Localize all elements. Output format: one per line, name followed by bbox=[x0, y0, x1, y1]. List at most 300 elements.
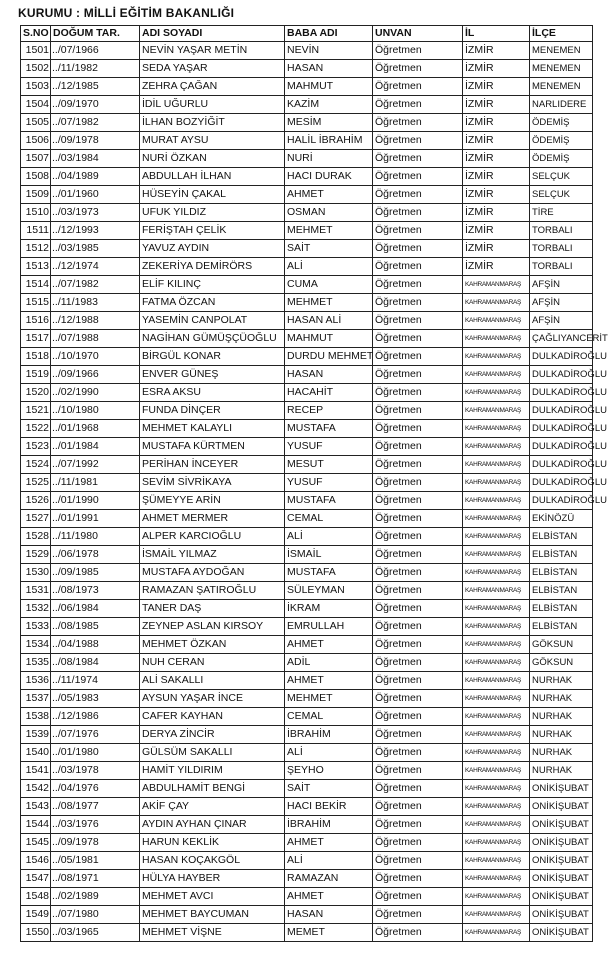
father-name-cell: RECEP bbox=[285, 402, 373, 420]
sno-cell: 1549 bbox=[21, 906, 51, 924]
district-cell: ÖDEMİŞ bbox=[530, 150, 593, 168]
sno-cell: 1509 bbox=[21, 186, 51, 204]
province-cell: KAHRAMANMARAŞ bbox=[463, 780, 530, 798]
title-cell: Öğretmen bbox=[373, 636, 463, 654]
father-name-cell: ALİ bbox=[285, 744, 373, 762]
full-name-cell: ZEYNEP ASLAN KIRSOY bbox=[140, 618, 285, 636]
table-row bbox=[21, 150, 593, 168]
full-name-cell: YAVUZ AYDIN bbox=[140, 240, 285, 258]
table-row bbox=[21, 888, 593, 906]
province-cell: KAHRAMANMARAŞ bbox=[463, 492, 530, 510]
full-name-cell: SEVİM SİVRİKAYA bbox=[140, 474, 285, 492]
sno-cell: 1533 bbox=[21, 618, 51, 636]
district-cell: NURHAK bbox=[530, 690, 593, 708]
table-row bbox=[21, 294, 593, 312]
title-cell: Öğretmen bbox=[373, 186, 463, 204]
sno-cell: 1550 bbox=[21, 924, 51, 942]
province-cell: KAHRAMANMARAŞ bbox=[463, 528, 530, 546]
sno-cell: 1508 bbox=[21, 168, 51, 186]
province-cell: İZMİR bbox=[463, 78, 530, 96]
birth-date-cell: ../07/1988 bbox=[51, 330, 140, 348]
full-name-cell: HAMİT YILDIRIM bbox=[140, 762, 285, 780]
father-name-cell: MAHMUT bbox=[285, 330, 373, 348]
title-cell: Öğretmen bbox=[373, 150, 463, 168]
province-cell: İZMİR bbox=[463, 258, 530, 276]
province-cell: İZMİR bbox=[463, 168, 530, 186]
birth-date-cell: ../01/1968 bbox=[51, 420, 140, 438]
table-row bbox=[21, 78, 593, 96]
title-cell: Öğretmen bbox=[373, 888, 463, 906]
title-cell: Öğretmen bbox=[373, 168, 463, 186]
sno-cell: 1518 bbox=[21, 348, 51, 366]
title-cell: Öğretmen bbox=[373, 546, 463, 564]
province-cell: KAHRAMANMARAŞ bbox=[463, 816, 530, 834]
father-name-cell: MEHMET bbox=[285, 222, 373, 240]
birth-date-cell: ../01/1980 bbox=[51, 744, 140, 762]
province-cell: İZMİR bbox=[463, 132, 530, 150]
sno-cell: 1502 bbox=[21, 60, 51, 78]
table-row bbox=[21, 132, 593, 150]
table-row bbox=[21, 546, 593, 564]
father-name-cell: ALİ bbox=[285, 258, 373, 276]
sno-cell: 1524 bbox=[21, 456, 51, 474]
table-row bbox=[21, 870, 593, 888]
full-name-cell: AYDIN AYHAN ÇINAR bbox=[140, 816, 285, 834]
table-row bbox=[21, 564, 593, 582]
district-cell: DULKADİROĞLU bbox=[530, 348, 593, 366]
province-cell: KAHRAMANMARAŞ bbox=[463, 546, 530, 564]
title-cell: Öğretmen bbox=[373, 780, 463, 798]
table-row bbox=[21, 222, 593, 240]
title-cell: Öğretmen bbox=[373, 654, 463, 672]
title-cell: Öğretmen bbox=[373, 330, 463, 348]
sno-cell: 1539 bbox=[21, 726, 51, 744]
sno-cell: 1519 bbox=[21, 366, 51, 384]
district-cell: DULKADİROĞLU bbox=[530, 366, 593, 384]
province-cell: KAHRAMANMARAŞ bbox=[463, 330, 530, 348]
birth-date-cell: ../03/1976 bbox=[51, 816, 140, 834]
birth-date-cell: ../09/1970 bbox=[51, 96, 140, 114]
title-cell: Öğretmen bbox=[373, 240, 463, 258]
full-name-cell: AYSUN YAŞAR İNCE bbox=[140, 690, 285, 708]
province-cell: KAHRAMANMARAŞ bbox=[463, 348, 530, 366]
district-cell: AFŞİN bbox=[530, 294, 593, 312]
father-name-cell: AHMET bbox=[285, 636, 373, 654]
table-row bbox=[21, 834, 593, 852]
sno-cell: 1534 bbox=[21, 636, 51, 654]
father-name-cell: HALİL İBRAHİM bbox=[285, 132, 373, 150]
birth-date-cell: ../04/1988 bbox=[51, 636, 140, 654]
full-name-cell: AHMET MERMER bbox=[140, 510, 285, 528]
birth-date-cell: ../09/1966 bbox=[51, 366, 140, 384]
title-cell: Öğretmen bbox=[373, 762, 463, 780]
birth-date-cell: ../11/1974 bbox=[51, 672, 140, 690]
full-name-cell: MEHMET KALAYLI bbox=[140, 420, 285, 438]
sno-cell: 1506 bbox=[21, 132, 51, 150]
birth-date-cell: ../02/1990 bbox=[51, 384, 140, 402]
table-row bbox=[21, 456, 593, 474]
title-cell: Öğretmen bbox=[373, 222, 463, 240]
full-name-cell: ELİF KILINÇ bbox=[140, 276, 285, 294]
birth-date-cell: ../08/1971 bbox=[51, 870, 140, 888]
district-cell: NURHAK bbox=[530, 708, 593, 726]
title-cell: Öğretmen bbox=[373, 816, 463, 834]
district-cell: DULKADİROĞLU bbox=[530, 402, 593, 420]
province-cell: İZMİR bbox=[463, 222, 530, 240]
table-row bbox=[21, 168, 593, 186]
title-cell: Öğretmen bbox=[373, 924, 463, 942]
province-cell: KAHRAMANMARAŞ bbox=[463, 294, 530, 312]
full-name-cell: PERİHAN İNCEYER bbox=[140, 456, 285, 474]
province-cell: KAHRAMANMARAŞ bbox=[463, 888, 530, 906]
birth-date-cell: ../07/1976 bbox=[51, 726, 140, 744]
title-cell: Öğretmen bbox=[373, 42, 463, 60]
father-name-cell: HASAN ALİ bbox=[285, 312, 373, 330]
birth-date-cell: ../08/1973 bbox=[51, 582, 140, 600]
father-name-cell: CUMA bbox=[285, 276, 373, 294]
birth-date-cell: ../03/1984 bbox=[51, 150, 140, 168]
column-header-father-name: BABA ADI bbox=[285, 26, 373, 42]
table-row bbox=[21, 60, 593, 78]
father-name-cell: RAMAZAN bbox=[285, 870, 373, 888]
birth-date-cell: ../12/1974 bbox=[51, 258, 140, 276]
province-cell: KAHRAMANMARAŞ bbox=[463, 510, 530, 528]
full-name-cell: ENVER GÜNEŞ bbox=[140, 366, 285, 384]
birth-date-cell: ../01/1960 bbox=[51, 186, 140, 204]
district-cell: ELBİSTAN bbox=[530, 546, 593, 564]
birth-date-cell: ../10/1980 bbox=[51, 402, 140, 420]
father-name-cell: ADİL bbox=[285, 654, 373, 672]
birth-date-cell: ../07/1982 bbox=[51, 276, 140, 294]
full-name-cell: HÜLYA HAYBER bbox=[140, 870, 285, 888]
sno-cell: 1547 bbox=[21, 870, 51, 888]
district-cell: ÇAĞLIYANCERİT bbox=[530, 330, 593, 348]
title-cell: Öğretmen bbox=[373, 114, 463, 132]
sno-cell: 1517 bbox=[21, 330, 51, 348]
sno-cell: 1548 bbox=[21, 888, 51, 906]
table-row bbox=[21, 474, 593, 492]
full-name-cell: TANER DAŞ bbox=[140, 600, 285, 618]
full-name-cell: MURAT AYSU bbox=[140, 132, 285, 150]
title-cell: Öğretmen bbox=[373, 834, 463, 852]
province-cell: KAHRAMANMARAŞ bbox=[463, 618, 530, 636]
full-name-cell: HARUN KEKLİK bbox=[140, 834, 285, 852]
birth-date-cell: ../11/1982 bbox=[51, 60, 140, 78]
column-header-full-name: ADI SOYADI bbox=[140, 26, 285, 42]
sno-cell: 1523 bbox=[21, 438, 51, 456]
full-name-cell: MUSTAFA AYDOĞAN bbox=[140, 564, 285, 582]
province-cell: KAHRAMANMARAŞ bbox=[463, 852, 530, 870]
province-cell: KAHRAMANMARAŞ bbox=[463, 690, 530, 708]
title-cell: Öğretmen bbox=[373, 528, 463, 546]
column-header-title: UNVAN bbox=[373, 26, 463, 42]
sno-cell: 1510 bbox=[21, 204, 51, 222]
birth-date-cell: ../12/1993 bbox=[51, 222, 140, 240]
father-name-cell: YUSUF bbox=[285, 474, 373, 492]
table-row bbox=[21, 492, 593, 510]
father-name-cell: MUSTAFA bbox=[285, 492, 373, 510]
table-row bbox=[21, 96, 593, 114]
province-cell: İZMİR bbox=[463, 204, 530, 222]
birth-date-cell: ../12/1985 bbox=[51, 78, 140, 96]
district-cell: TORBALI bbox=[530, 240, 593, 258]
province-cell: KAHRAMANMARAŞ bbox=[463, 384, 530, 402]
province-cell: KAHRAMANMARAŞ bbox=[463, 708, 530, 726]
table-row bbox=[21, 636, 593, 654]
title-cell: Öğretmen bbox=[373, 276, 463, 294]
district-cell: DULKADİROĞLU bbox=[530, 492, 593, 510]
personnel-table bbox=[20, 25, 608, 942]
province-cell: İZMİR bbox=[463, 42, 530, 60]
father-name-cell: MESUT bbox=[285, 456, 373, 474]
table-row bbox=[21, 42, 593, 60]
table-row bbox=[21, 726, 593, 744]
sno-cell: 1527 bbox=[21, 510, 51, 528]
full-name-cell: ABDULHAMİT BENGİ bbox=[140, 780, 285, 798]
district-cell: ÖDEMİŞ bbox=[530, 114, 593, 132]
birth-date-cell: ../04/1989 bbox=[51, 168, 140, 186]
title-cell: Öğretmen bbox=[373, 600, 463, 618]
father-name-cell: MUSTAFA bbox=[285, 564, 373, 582]
district-cell: GÖKSUN bbox=[530, 636, 593, 654]
father-name-cell: MEHMET bbox=[285, 690, 373, 708]
title-cell: Öğretmen bbox=[373, 906, 463, 924]
district-cell: ELBİSTAN bbox=[530, 528, 593, 546]
father-name-cell: İBRAHİM bbox=[285, 726, 373, 744]
province-cell: KAHRAMANMARAŞ bbox=[463, 600, 530, 618]
table-row bbox=[21, 654, 593, 672]
district-cell: ONİKİŞUBAT bbox=[530, 924, 593, 942]
father-name-cell: EMRULLAH bbox=[285, 618, 373, 636]
father-name-cell: İBRAHİM bbox=[285, 816, 373, 834]
full-name-cell: FUNDA DİNÇER bbox=[140, 402, 285, 420]
title-cell: Öğretmen bbox=[373, 582, 463, 600]
title-cell: Öğretmen bbox=[373, 294, 463, 312]
title-cell: Öğretmen bbox=[373, 420, 463, 438]
province-cell: KAHRAMANMARAŞ bbox=[463, 366, 530, 384]
title-cell: Öğretmen bbox=[373, 870, 463, 888]
full-name-cell: ŞÜMEYYE ARİN bbox=[140, 492, 285, 510]
table-row bbox=[21, 600, 593, 618]
full-name-cell: İLHAN BOZYİĞİT bbox=[140, 114, 285, 132]
district-cell: DULKADİROĞLU bbox=[530, 420, 593, 438]
province-cell: KAHRAMANMARAŞ bbox=[463, 474, 530, 492]
district-cell: MENEMEN bbox=[530, 42, 593, 60]
full-name-cell: İSMAİL YILMAZ bbox=[140, 546, 285, 564]
table-row bbox=[21, 672, 593, 690]
father-name-cell: SÜLEYMAN bbox=[285, 582, 373, 600]
table-row bbox=[21, 114, 593, 132]
birth-date-cell: ../07/1982 bbox=[51, 114, 140, 132]
district-cell: NURHAK bbox=[530, 726, 593, 744]
birth-date-cell: ../07/1992 bbox=[51, 456, 140, 474]
full-name-cell: UFUK YILDIZ bbox=[140, 204, 285, 222]
table-row bbox=[21, 402, 593, 420]
father-name-cell: HACI BEKİR bbox=[285, 798, 373, 816]
province-cell: KAHRAMANMARAŞ bbox=[463, 744, 530, 762]
birth-date-cell: ../08/1977 bbox=[51, 798, 140, 816]
province-cell: KAHRAMANMARAŞ bbox=[463, 636, 530, 654]
table-row bbox=[21, 384, 593, 402]
father-name-cell: OSMAN bbox=[285, 204, 373, 222]
birth-date-cell: ../11/1980 bbox=[51, 528, 140, 546]
father-name-cell: AHMET bbox=[285, 672, 373, 690]
province-cell: KAHRAMANMARAŞ bbox=[463, 564, 530, 582]
district-cell: ELBİSTAN bbox=[530, 564, 593, 582]
title-cell: Öğretmen bbox=[373, 492, 463, 510]
province-cell: KAHRAMANMARAŞ bbox=[463, 906, 530, 924]
table-row bbox=[21, 798, 593, 816]
birth-date-cell: ../09/1978 bbox=[51, 132, 140, 150]
district-cell: ONİKİŞUBAT bbox=[530, 852, 593, 870]
title-cell: Öğretmen bbox=[373, 708, 463, 726]
sno-cell: 1515 bbox=[21, 294, 51, 312]
birth-date-cell: ../11/1983 bbox=[51, 294, 140, 312]
father-name-cell: ALİ bbox=[285, 528, 373, 546]
district-cell: ONİKİŞUBAT bbox=[530, 834, 593, 852]
title-cell: Öğretmen bbox=[373, 78, 463, 96]
province-cell: İZMİR bbox=[463, 150, 530, 168]
sno-cell: 1541 bbox=[21, 762, 51, 780]
full-name-cell: MEHMET AVCI bbox=[140, 888, 285, 906]
father-name-cell: ŞEYHO bbox=[285, 762, 373, 780]
table-body bbox=[21, 42, 608, 942]
sno-cell: 1511 bbox=[21, 222, 51, 240]
district-cell: NURHAK bbox=[530, 744, 593, 762]
province-cell: İZMİR bbox=[463, 114, 530, 132]
father-name-cell: HASAN bbox=[285, 366, 373, 384]
table-row bbox=[21, 258, 593, 276]
table-row bbox=[21, 276, 593, 294]
table-row bbox=[21, 852, 593, 870]
sno-cell: 1516 bbox=[21, 312, 51, 330]
province-cell: İZMİR bbox=[463, 96, 530, 114]
father-name-cell: HASAN bbox=[285, 906, 373, 924]
district-cell: ONİKİŞUBAT bbox=[530, 816, 593, 834]
district-cell: ONİKİŞUBAT bbox=[530, 888, 593, 906]
father-name-cell: İKRAM bbox=[285, 600, 373, 618]
column-header-district: İLÇE bbox=[530, 26, 593, 42]
sno-cell: 1535 bbox=[21, 654, 51, 672]
father-name-cell: HACI DURAK bbox=[285, 168, 373, 186]
district-cell: ONİKİŞUBAT bbox=[530, 798, 593, 816]
district-cell: ONİKİŞUBAT bbox=[530, 780, 593, 798]
table-row bbox=[21, 618, 593, 636]
table-row bbox=[21, 510, 593, 528]
birth-date-cell: ../05/1981 bbox=[51, 852, 140, 870]
province-cell: KAHRAMANMARAŞ bbox=[463, 582, 530, 600]
full-name-cell: ESRA AKSU bbox=[140, 384, 285, 402]
full-name-cell: ABDULLAH İLHAN bbox=[140, 168, 285, 186]
title-cell: Öğretmen bbox=[373, 744, 463, 762]
district-cell: SELÇUK bbox=[530, 186, 593, 204]
title-cell: Öğretmen bbox=[373, 852, 463, 870]
district-cell: ONİKİŞUBAT bbox=[530, 906, 593, 924]
birth-date-cell: ../07/1980 bbox=[51, 906, 140, 924]
title-cell: Öğretmen bbox=[373, 510, 463, 528]
title-cell: Öğretmen bbox=[373, 798, 463, 816]
birth-date-cell: ../01/1991 bbox=[51, 510, 140, 528]
title-cell: Öğretmen bbox=[373, 438, 463, 456]
district-cell: ELBİSTAN bbox=[530, 600, 593, 618]
district-cell: DULKADİROĞLU bbox=[530, 456, 593, 474]
sno-cell: 1546 bbox=[21, 852, 51, 870]
father-name-cell: CEMAL bbox=[285, 510, 373, 528]
full-name-cell: RAMAZAN ŞATIROĞLU bbox=[140, 582, 285, 600]
sno-cell: 1522 bbox=[21, 420, 51, 438]
title-cell: Öğretmen bbox=[373, 96, 463, 114]
district-cell: TORBALI bbox=[530, 222, 593, 240]
title-cell: Öğretmen bbox=[373, 384, 463, 402]
title-cell: Öğretmen bbox=[373, 258, 463, 276]
column-header-birth-date: DOĞUM TAR. bbox=[51, 26, 140, 42]
table-row bbox=[21, 528, 593, 546]
district-cell: NURHAK bbox=[530, 672, 593, 690]
province-cell: KAHRAMANMARAŞ bbox=[463, 798, 530, 816]
district-cell: ONİKİŞUBAT bbox=[530, 870, 593, 888]
birth-date-cell: ../08/1985 bbox=[51, 618, 140, 636]
father-name-cell: MEHMET bbox=[285, 294, 373, 312]
district-cell: NURHAK bbox=[530, 762, 593, 780]
page-title: KURUMU : MİLLİ EĞİTİM BAKANLIĞI bbox=[18, 6, 235, 20]
district-cell: GÖKSUN bbox=[530, 654, 593, 672]
district-cell: NARLIDERE bbox=[530, 96, 593, 114]
sno-cell: 1514 bbox=[21, 276, 51, 294]
sno-cell: 1525 bbox=[21, 474, 51, 492]
title-cell: Öğretmen bbox=[373, 204, 463, 222]
full-name-cell: MEHMET ÖZKAN bbox=[140, 636, 285, 654]
full-name-cell: NURİ ÖZKAN bbox=[140, 150, 285, 168]
birth-date-cell: ../03/1965 bbox=[51, 924, 140, 942]
table-row bbox=[21, 582, 593, 600]
province-cell: KAHRAMANMARAŞ bbox=[463, 726, 530, 744]
table-row bbox=[21, 744, 593, 762]
district-cell: MENEMEN bbox=[530, 78, 593, 96]
full-name-cell: MEHMET VİŞNE bbox=[140, 924, 285, 942]
sno-cell: 1505 bbox=[21, 114, 51, 132]
title-cell: Öğretmen bbox=[373, 312, 463, 330]
sno-cell: 1520 bbox=[21, 384, 51, 402]
table-row bbox=[21, 816, 593, 834]
birth-date-cell: ../06/1978 bbox=[51, 546, 140, 564]
province-cell: KAHRAMANMARAŞ bbox=[463, 402, 530, 420]
sno-cell: 1503 bbox=[21, 78, 51, 96]
province-cell: İZMİR bbox=[463, 186, 530, 204]
father-name-cell: AHMET bbox=[285, 834, 373, 852]
province-cell: KAHRAMANMARAŞ bbox=[463, 924, 530, 942]
title-cell: Öğretmen bbox=[373, 564, 463, 582]
district-cell: AFŞİN bbox=[530, 312, 593, 330]
title-cell: Öğretmen bbox=[373, 618, 463, 636]
table-row bbox=[21, 204, 593, 222]
birth-date-cell: ../07/1966 bbox=[51, 42, 140, 60]
table-row bbox=[21, 240, 593, 258]
table-row bbox=[21, 906, 593, 924]
full-name-cell: YASEMİN CANPOLAT bbox=[140, 312, 285, 330]
birth-date-cell: ../09/1978 bbox=[51, 834, 140, 852]
sno-cell: 1501 bbox=[21, 42, 51, 60]
district-cell: SELÇUK bbox=[530, 168, 593, 186]
district-cell: DULKADİROĞLU bbox=[530, 438, 593, 456]
title-cell: Öğretmen bbox=[373, 456, 463, 474]
father-name-cell: MEMET bbox=[285, 924, 373, 942]
title-cell: Öğretmen bbox=[373, 60, 463, 78]
father-name-cell: MESİM bbox=[285, 114, 373, 132]
full-name-cell: ZEHRA ÇAĞAN bbox=[140, 78, 285, 96]
birth-date-cell: ../12/1986 bbox=[51, 708, 140, 726]
birth-date-cell: ../03/1978 bbox=[51, 762, 140, 780]
sno-cell: 1521 bbox=[21, 402, 51, 420]
